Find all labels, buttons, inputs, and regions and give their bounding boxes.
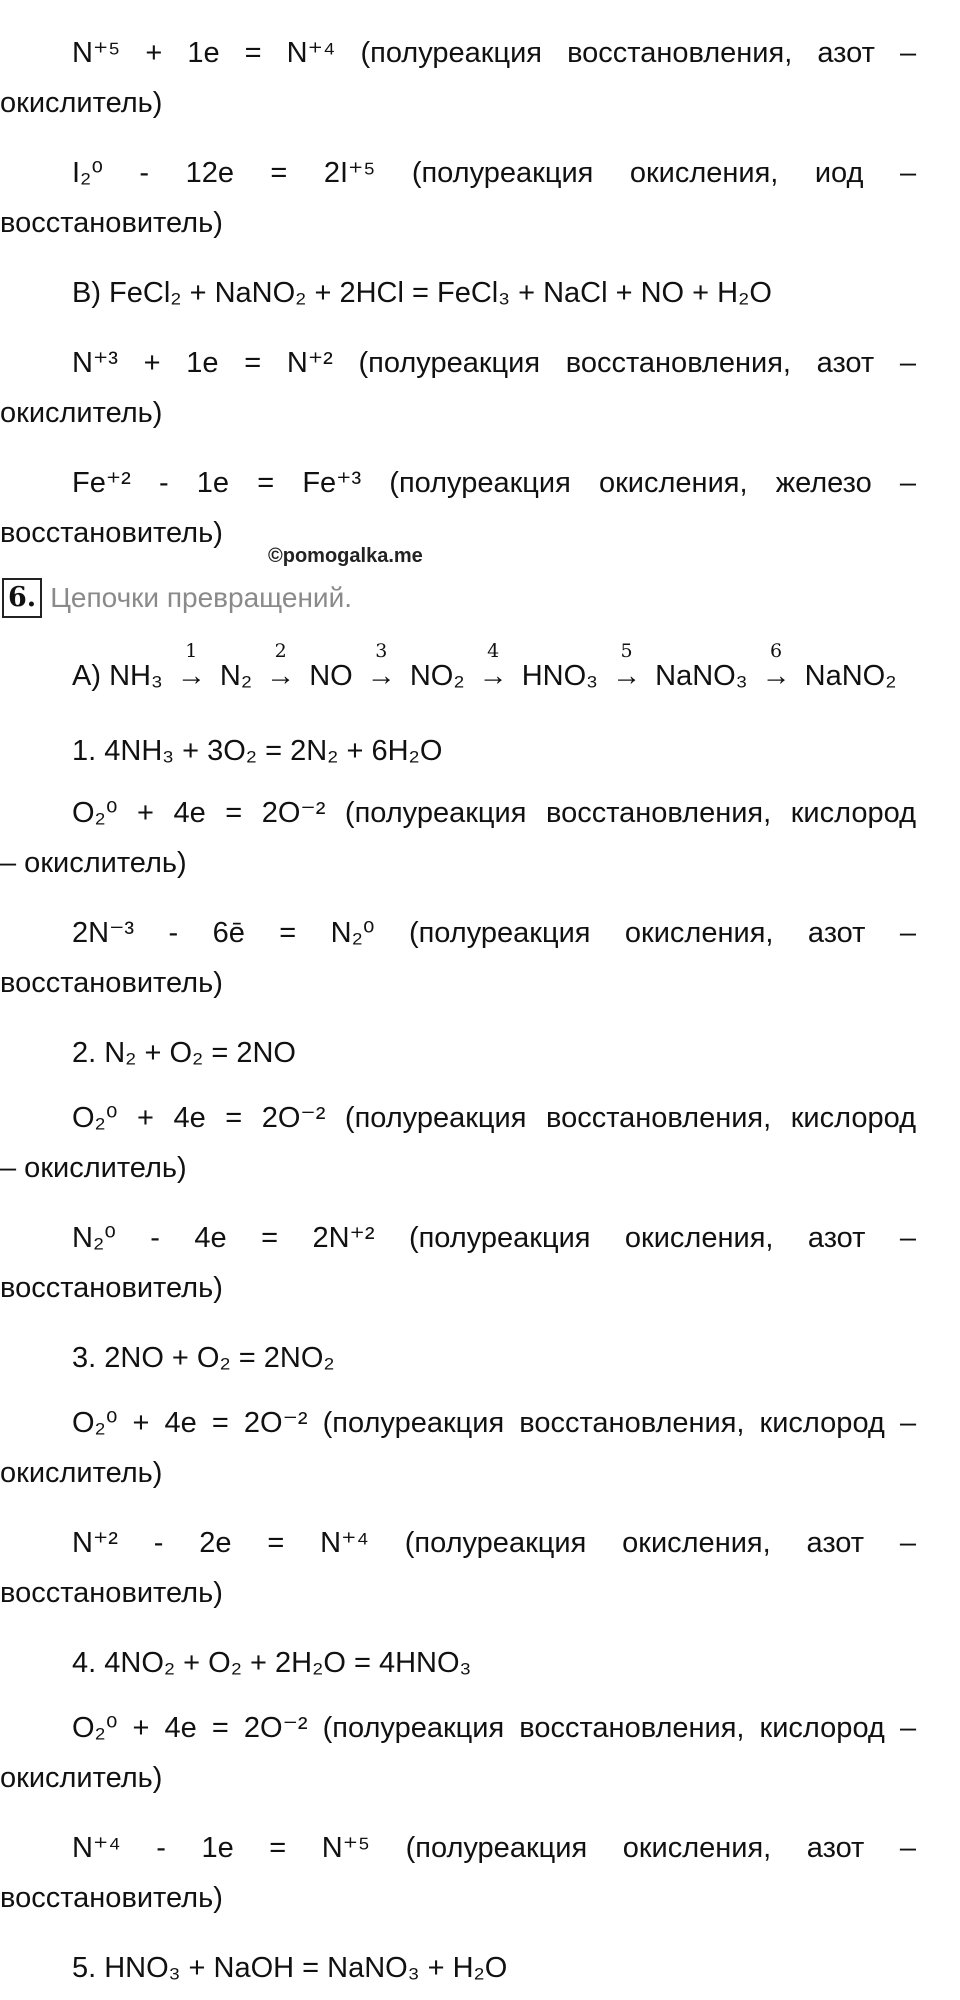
text-line-continuation: восстановитель) bbox=[0, 517, 223, 549]
half-reaction-line: O₂⁰ + 4e = 2O⁻² (полуреакция восстановления, кислород – bbox=[72, 1407, 917, 1439]
chain-item: NaNO₃ bbox=[655, 660, 748, 692]
half-reaction-line: O₂⁰ + 4e = 2O⁻² (полуреакция восстановления, кислород bbox=[72, 1102, 917, 1134]
step-number: 1 bbox=[185, 640, 198, 662]
chain-prefix: А) bbox=[72, 660, 101, 692]
reaction-equation: 5. HNO₃ + NaOH = NaNO₃ + H₂O bbox=[72, 1952, 508, 1984]
half-reaction-line: N⁺⁴ - 1e = N⁺⁵ (полуреакция окисления, азот – bbox=[72, 1832, 917, 1864]
text-line-continuation: – окислитель) bbox=[0, 1152, 187, 1184]
text-line-continuation: окислитель) bbox=[0, 1762, 163, 1794]
chain-item: N₂ bbox=[219, 660, 253, 692]
arrow-icon: 2 → bbox=[266, 640, 296, 692]
step-number: 5 bbox=[620, 640, 633, 662]
arrow-icon: 1 → bbox=[176, 640, 206, 692]
watermark: ©pomogalka.me bbox=[268, 545, 423, 567]
task-number: 6. bbox=[2, 578, 42, 618]
step-number: 3 bbox=[375, 640, 388, 662]
task-title: Цепочки превращений. bbox=[50, 582, 352, 613]
arrow-icon: 4 → bbox=[478, 640, 508, 692]
step-number: 6 bbox=[770, 640, 783, 662]
task-header bbox=[2, 573, 352, 623]
half-reaction-line: Fe⁺² - 1e = Fe⁺³ (полуреакция окисления, железо – bbox=[72, 467, 917, 499]
text-line-continuation: восстановитель) bbox=[0, 967, 223, 999]
arrow-icon: 5 → bbox=[612, 640, 642, 692]
reaction-equation: 3. 2NO + O₂ = 2NO₂ bbox=[72, 1342, 335, 1374]
text-line-continuation: окислитель) bbox=[0, 87, 163, 119]
half-reaction-line: I₂⁰ - 12e = 2I⁺⁵ (полуреакция окисления, иод – bbox=[72, 157, 917, 189]
text-line-continuation: восстановитель) bbox=[0, 1272, 223, 1304]
arrow-icon: 3 → bbox=[366, 640, 396, 692]
reaction-equation: 2. N₂ + O₂ = 2NO bbox=[72, 1037, 296, 1069]
text-line-continuation: восстановитель) bbox=[0, 207, 223, 239]
half-reaction-line: N₂⁰ - 4e = 2N⁺² (полуреакция окисления, азот – bbox=[72, 1222, 917, 1254]
half-reaction-line: 2N⁻³ - 6ē = N₂⁰ (полуреакция окисления, азот – bbox=[72, 917, 917, 949]
chain-item: HNO₃ bbox=[521, 660, 598, 692]
half-reaction-line: O₂⁰ + 4e = 2O⁻² (полуреакция восстановления, кислород – bbox=[72, 1712, 917, 1744]
reaction-equation: 4. 4NO₂ + O₂ + 2H₂O = 4HNO₃ bbox=[72, 1647, 472, 1679]
arrow-icon: 6 → bbox=[761, 640, 791, 692]
half-reaction-line: O₂⁰ + 4e = 2O⁻² (полуреакция восстановления, кислород bbox=[72, 797, 917, 829]
half-reaction-line: N⁺² - 2e = N⁺⁴ (полуреакция окисления, азот – bbox=[72, 1527, 917, 1559]
step-number: 4 bbox=[487, 640, 500, 662]
chain-item: NH₃ bbox=[109, 660, 163, 692]
chain-item: NO₂ bbox=[409, 660, 465, 692]
text-line-continuation: – окислитель) bbox=[0, 847, 187, 879]
text-line-continuation: восстановитель) bbox=[0, 1577, 223, 1609]
step-number: 2 bbox=[274, 640, 287, 662]
half-reaction-line: N⁺⁵ + 1e = N⁺⁴ (полуреакция восстановления, азот – bbox=[72, 37, 917, 69]
equation-line: В) FeCl₂ + NaNO₂ + 2HCl = FeCl₃ + NaCl + NO + H₂O bbox=[72, 277, 772, 309]
reaction-equation: 1. 4NH₃ + 3O₂ = 2N₂ + 6H₂O bbox=[72, 735, 443, 767]
transformation-chain bbox=[72, 640, 897, 720]
text-line-continuation: окислитель) bbox=[0, 1457, 163, 1489]
half-reaction-line: N⁺³ + 1e = N⁺² (полуреакция восстановления, азот – bbox=[72, 347, 917, 379]
text-line-continuation: окислитель) bbox=[0, 397, 163, 429]
chain-item: NO bbox=[309, 660, 353, 692]
text-line-continuation: восстановитель) bbox=[0, 1882, 223, 1914]
chain-item: NaNO₂ bbox=[804, 660, 897, 692]
